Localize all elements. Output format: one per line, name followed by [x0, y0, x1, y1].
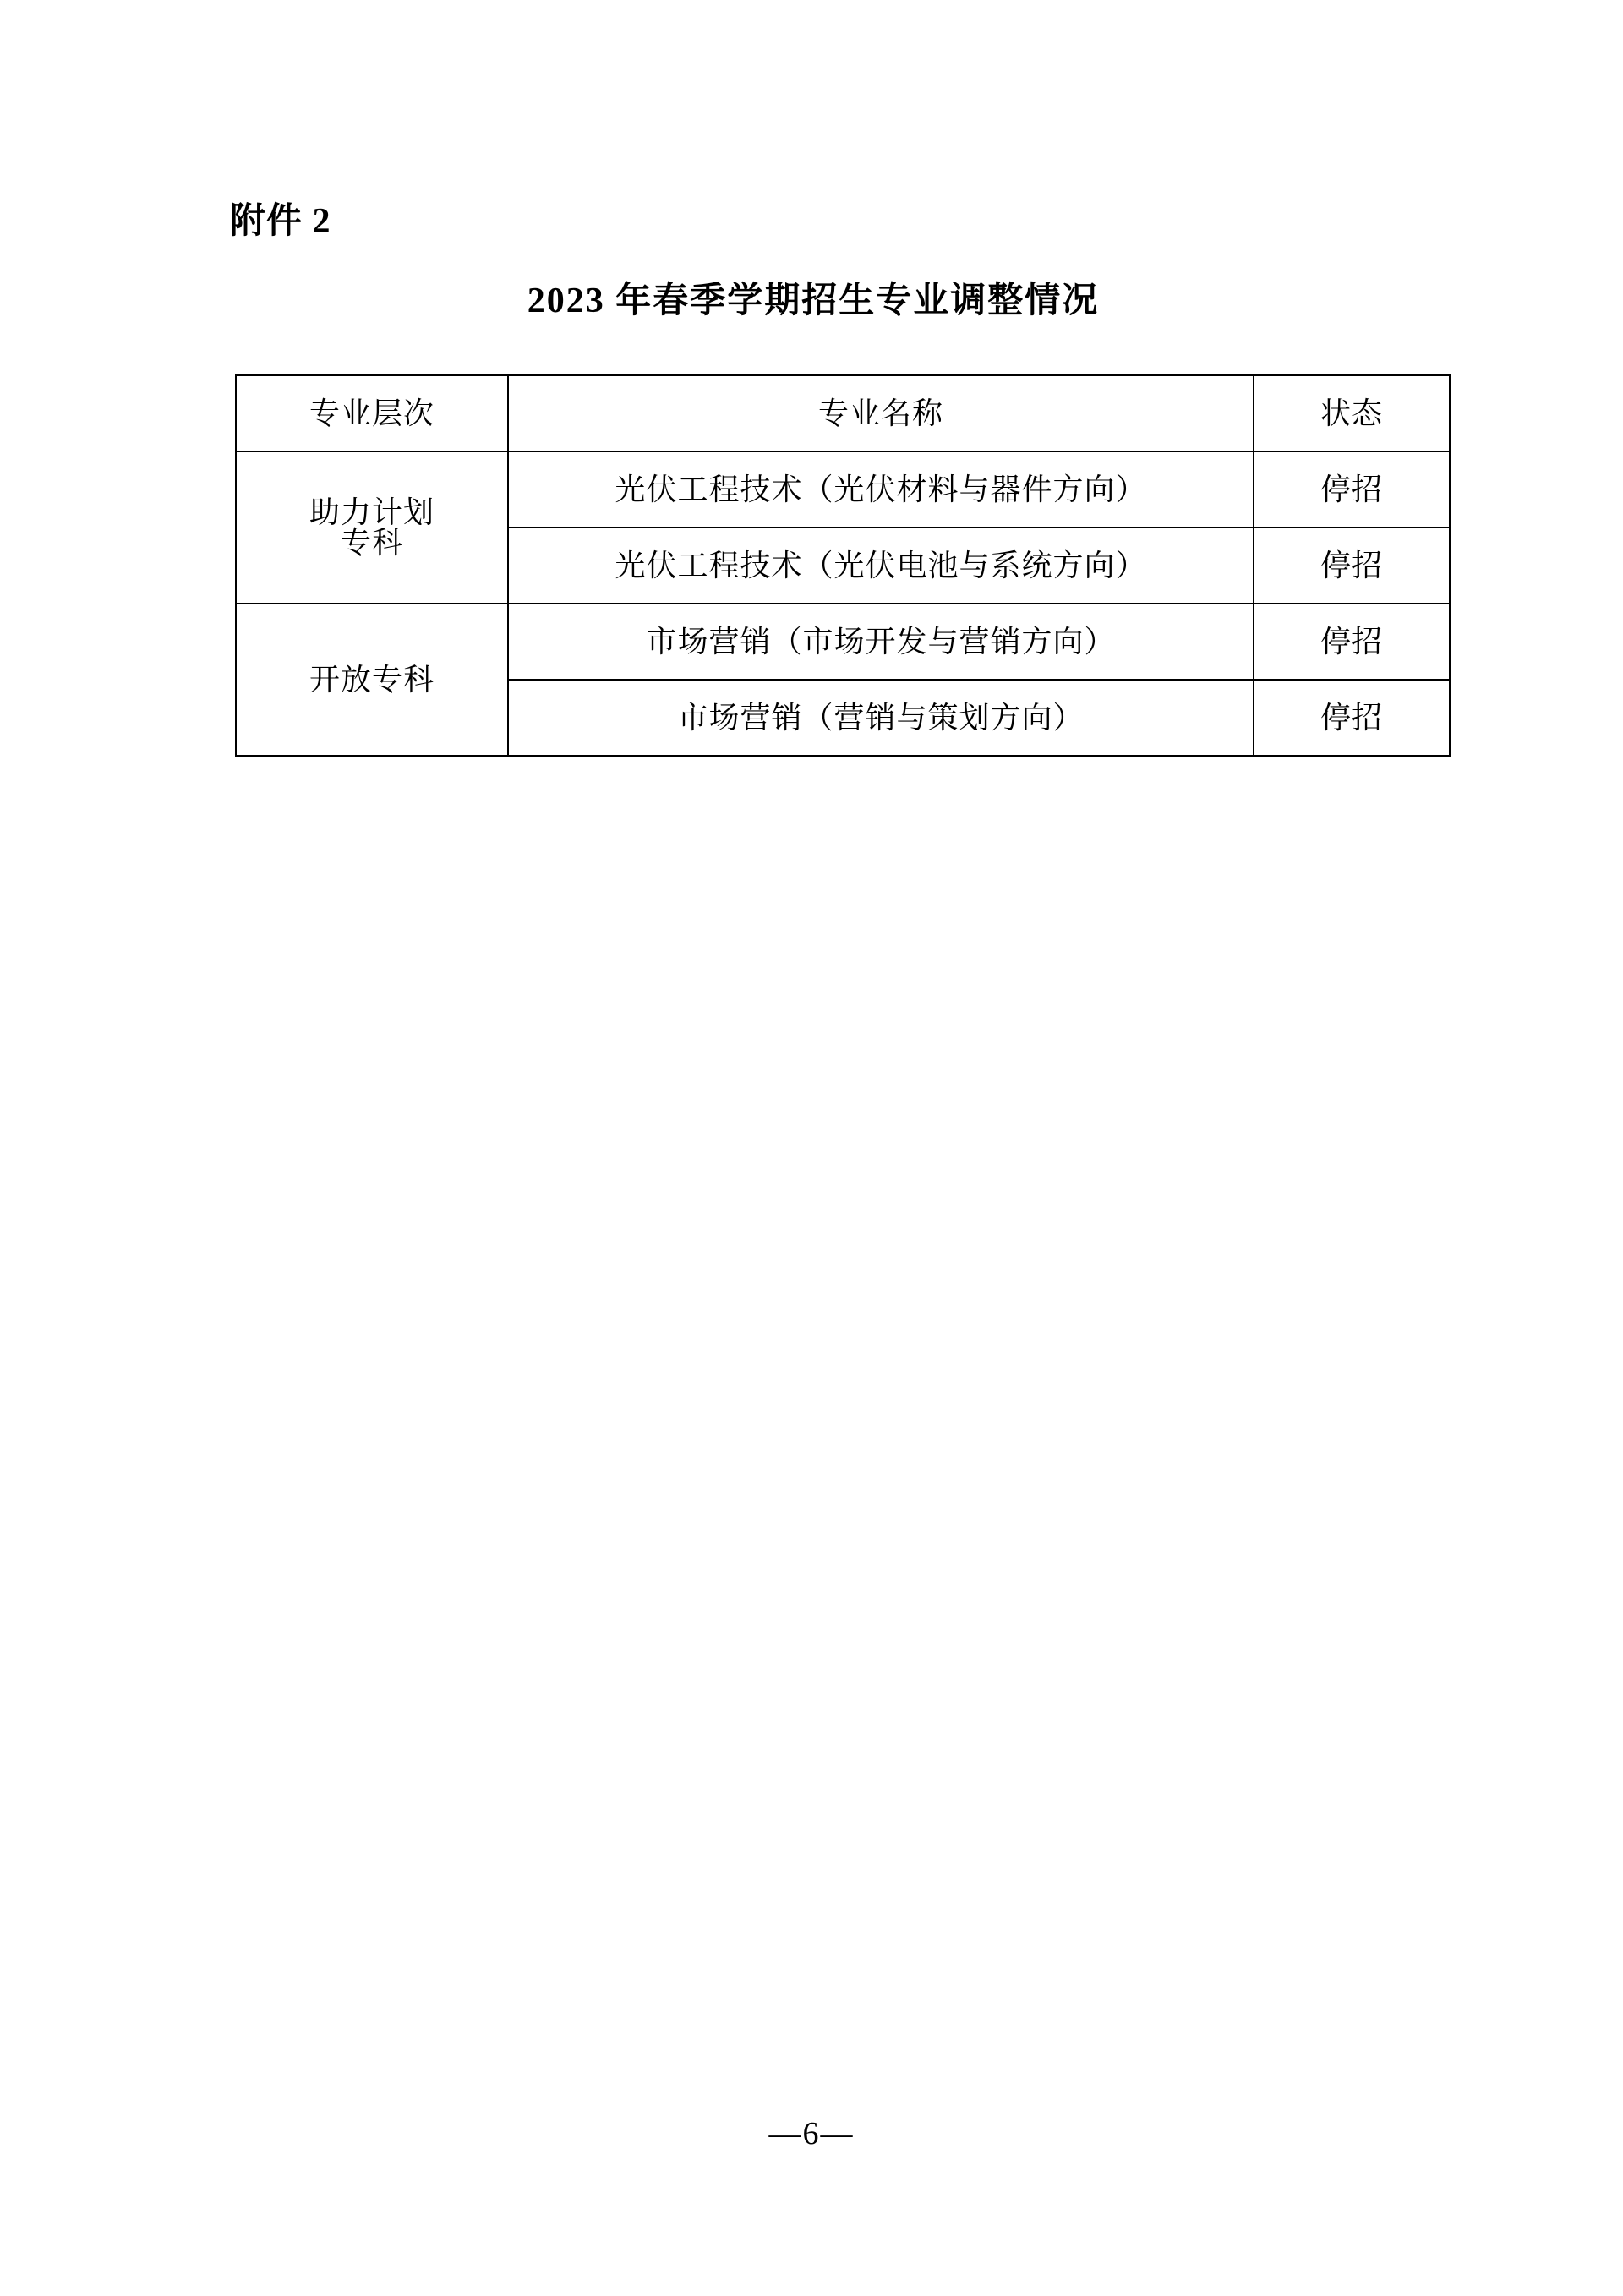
header-major-level: 专业层次: [236, 375, 508, 451]
attachment-label: 附件 2: [230, 202, 331, 241]
major-level-line-2: 专科: [340, 526, 403, 560]
cell-status: 停招: [1254, 451, 1450, 528]
major-adjustment-table: [235, 374, 1451, 757]
table-header-row: [236, 375, 1450, 451]
header-status: 状态: [1254, 375, 1450, 451]
page-title: 2023 年春季学期招生专业调整情况: [527, 282, 1100, 320]
cell-major-name: 市场营销（营销与策划方向）: [508, 680, 1254, 756]
header-major-name: 专业名称: [508, 375, 1254, 451]
table-row: [236, 451, 1450, 528]
page-number: —6—: [768, 2116, 855, 2151]
cell-status: 停招: [1254, 680, 1450, 756]
table-row: [236, 604, 1450, 680]
major-level-line-1: 助力计划: [309, 495, 434, 529]
cell-major-name: 市场营销（市场开发与营销方向）: [508, 604, 1254, 680]
cell-major-level-group-2: 开放专科: [236, 604, 508, 756]
cell-major-level-group-1: [236, 451, 508, 604]
cell-status: 停招: [1254, 528, 1450, 604]
cell-major-name: 光伏工程技术（光伏电池与系统方向）: [508, 528, 1254, 604]
cell-major-name: 光伏工程技术（光伏材料与器件方向）: [508, 451, 1254, 528]
cell-status: 停招: [1254, 604, 1450, 680]
